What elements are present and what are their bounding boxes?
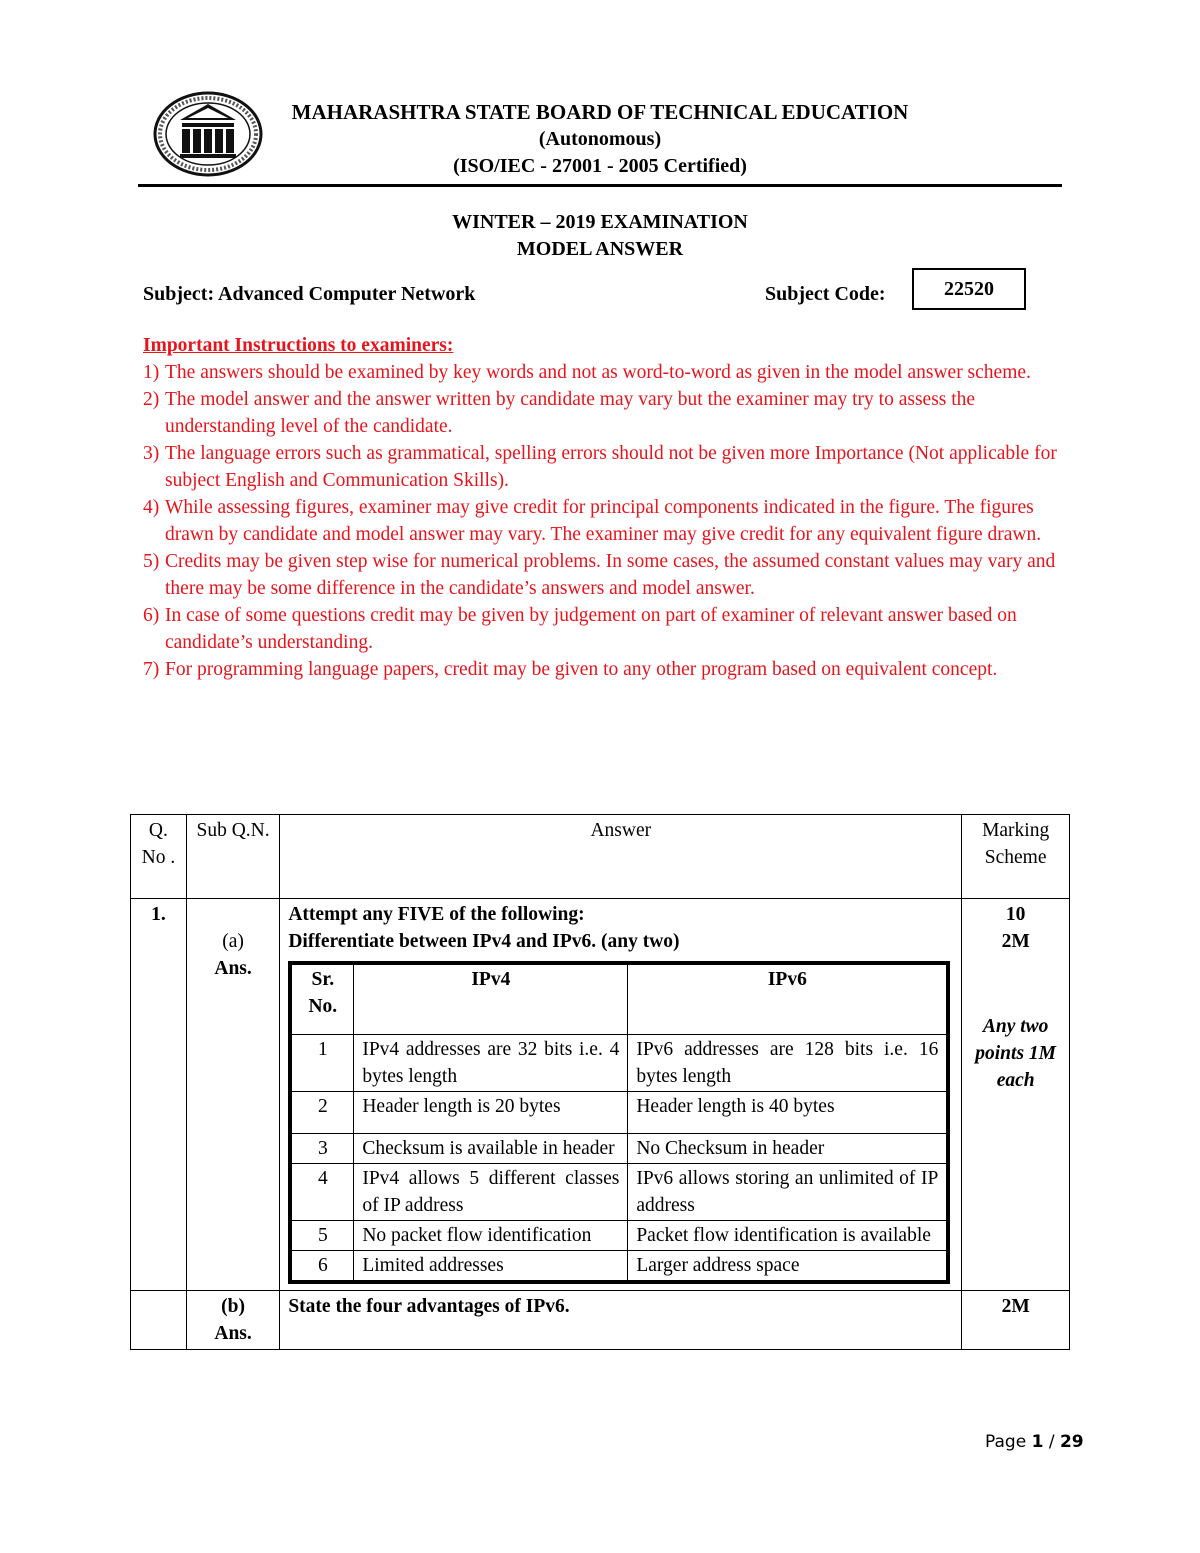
question-instruction: Attempt any FIVE of the following: bbox=[288, 904, 585, 925]
marking-note: Any two points 1M each bbox=[975, 1016, 1056, 1091]
certification-label: (ISO/IEC - 27001 - 2005 Certified) bbox=[453, 155, 747, 177]
instruction-text: The language errors such as grammatical, spelling errors should not be given more Importance (Not applicable for subject English and Communication Skills). bbox=[165, 443, 1057, 491]
comparison-row bbox=[292, 1092, 947, 1134]
comparison-row bbox=[292, 1221, 947, 1251]
answer-table bbox=[130, 814, 1070, 1350]
subject-code-label: Subject Code: bbox=[765, 283, 886, 305]
instruction-text: For programming language papers, credit may be given to any other program based on equivalent concept. bbox=[165, 659, 998, 680]
sr-no: 1 bbox=[292, 1035, 354, 1092]
current-page: 1 bbox=[1031, 1432, 1044, 1452]
subject-code-value: 22520 bbox=[912, 268, 1026, 310]
page-label: Page bbox=[985, 1432, 1027, 1452]
question-marks: 2M bbox=[1001, 931, 1030, 952]
ipv4-cell: Header length is 20 bytes bbox=[354, 1092, 628, 1134]
question-number bbox=[131, 1291, 187, 1350]
exam-subtitle: MODEL ANSWER bbox=[516, 238, 684, 260]
header-sub-qn: Sub Q.N. bbox=[186, 815, 280, 899]
comparison-row bbox=[292, 1251, 947, 1281]
header-marking-scheme: Marking Scheme bbox=[962, 815, 1070, 899]
ipv6-cell: IPv6 addresses are 128 bits i.e. 16 bytes length bbox=[628, 1035, 947, 1092]
board-name: MAHARASHTRA STATE BOARD OF TECHNICAL EDUCATION bbox=[291, 100, 909, 124]
instruction-item bbox=[143, 386, 1068, 440]
ipv4-cell: No packet flow identification bbox=[354, 1221, 628, 1251]
question-marks: 2M bbox=[962, 1291, 1070, 1350]
instruction-item bbox=[143, 359, 1068, 386]
comparison-row bbox=[292, 1035, 947, 1092]
sub-question-cell bbox=[186, 1291, 280, 1350]
answer-cell bbox=[280, 899, 962, 1291]
sr-no: 4 bbox=[292, 1164, 354, 1221]
comparison-row bbox=[292, 1164, 947, 1221]
instruction-item bbox=[143, 602, 1068, 656]
sr-no: 3 bbox=[292, 1134, 354, 1164]
ipv6-cell: IPv6 allows storing an unlimited of IP address bbox=[628, 1164, 947, 1221]
ipv4-cell: IPv4 allows 5 different classes of IP address bbox=[354, 1164, 628, 1221]
ipv6-cell: Header length is 40 bytes bbox=[628, 1092, 947, 1134]
instruction-item bbox=[143, 440, 1068, 494]
col-header-ipv6: IPv6 bbox=[628, 965, 947, 1035]
instruction-number: 5) bbox=[143, 551, 160, 572]
sr-no: 6 bbox=[292, 1251, 354, 1281]
subject-label: Subject: Advanced Computer Network bbox=[143, 283, 476, 305]
instruction-number: 2) bbox=[143, 389, 160, 410]
instructions-block bbox=[143, 332, 1068, 683]
ipv6-cell: Packet flow identification is available bbox=[628, 1221, 947, 1251]
instruction-item bbox=[143, 548, 1068, 602]
marking-cell bbox=[962, 899, 1070, 1291]
sub-question-label: (a) bbox=[222, 931, 244, 952]
header-answer: Answer bbox=[280, 815, 962, 899]
col-header-ipv4: IPv4 bbox=[354, 965, 628, 1035]
ipv4-cell: IPv4 addresses are 32 bits i.e. 4 bytes length bbox=[354, 1035, 628, 1092]
sr-no: 5 bbox=[292, 1221, 354, 1251]
comparison-table-frame bbox=[288, 961, 950, 1284]
header-q-no: Q. No . bbox=[131, 815, 187, 899]
total-pages: 29 bbox=[1059, 1432, 1084, 1452]
instruction-text: The answers should be examined by key words and not as word-to-word as given in the model answer scheme. bbox=[165, 362, 1031, 383]
instruction-number: 1) bbox=[143, 362, 160, 383]
ans-label: Ans. bbox=[214, 958, 252, 979]
table-row bbox=[131, 1291, 1070, 1350]
col-header-sr-no: Sr. No. bbox=[292, 965, 354, 1035]
instruction-text: In case of some questions credit may be given by judgement on part of examiner of relevant answer based on candidate’s understanding. bbox=[165, 605, 1017, 653]
ipv4-cell: Limited addresses bbox=[354, 1251, 628, 1281]
instruction-text: While assessing figures, examiner may give credit for principal components indicated in the figure. The figures drawn by candidate and model answer may vary. The examiner may give credit for any equivalent figure drawn. bbox=[165, 497, 1042, 545]
instruction-number: 6) bbox=[143, 605, 160, 626]
instruction-number: 7) bbox=[143, 659, 160, 680]
comparison-row bbox=[292, 1134, 947, 1164]
sr-no: 2 bbox=[292, 1092, 354, 1134]
question-text: Differentiate between IPv4 and IPv6. (any two) bbox=[288, 931, 680, 952]
ipv6-cell: No Checksum in header bbox=[628, 1134, 947, 1164]
instruction-number: 4) bbox=[143, 497, 160, 518]
header-divider bbox=[138, 184, 1062, 187]
ipv4-cell: Checksum is available in header bbox=[354, 1134, 628, 1164]
instruction-text: Credits may be given step wise for numerical problems. In some cases, the assumed constant values may vary and there may be some difference in the candidate’s answers and model answer. bbox=[165, 551, 1056, 599]
page-separator: / bbox=[1048, 1432, 1055, 1452]
ans-label: Ans. bbox=[214, 1323, 252, 1344]
question-text: State the four advantages of IPv6. bbox=[280, 1291, 962, 1350]
question-number: 1. bbox=[131, 899, 187, 1291]
total-marks: 10 bbox=[1005, 904, 1026, 925]
sub-question-cell bbox=[186, 899, 280, 1291]
autonomous-label: (Autonomous) bbox=[538, 128, 662, 150]
instruction-item bbox=[143, 494, 1068, 548]
exam-title: WINTER – 2019 EXAMINATION bbox=[452, 211, 748, 233]
ipv6-cell: Larger address space bbox=[628, 1251, 947, 1281]
table-row bbox=[131, 899, 1070, 1291]
instructions-heading: Important Instructions to examiners: bbox=[143, 335, 454, 356]
comparison-header-row bbox=[292, 965, 947, 1035]
sub-question-label: (b) bbox=[221, 1296, 245, 1317]
instruction-text: The model answer and the answer written by candidate may vary but the examiner may try to assess the understanding level of the candidate. bbox=[165, 389, 976, 437]
page-number bbox=[985, 1432, 1084, 1452]
instruction-number: 3) bbox=[143, 443, 160, 464]
comparison-table bbox=[291, 964, 947, 1281]
table-header-row bbox=[131, 815, 1070, 899]
instruction-item bbox=[143, 656, 1068, 683]
